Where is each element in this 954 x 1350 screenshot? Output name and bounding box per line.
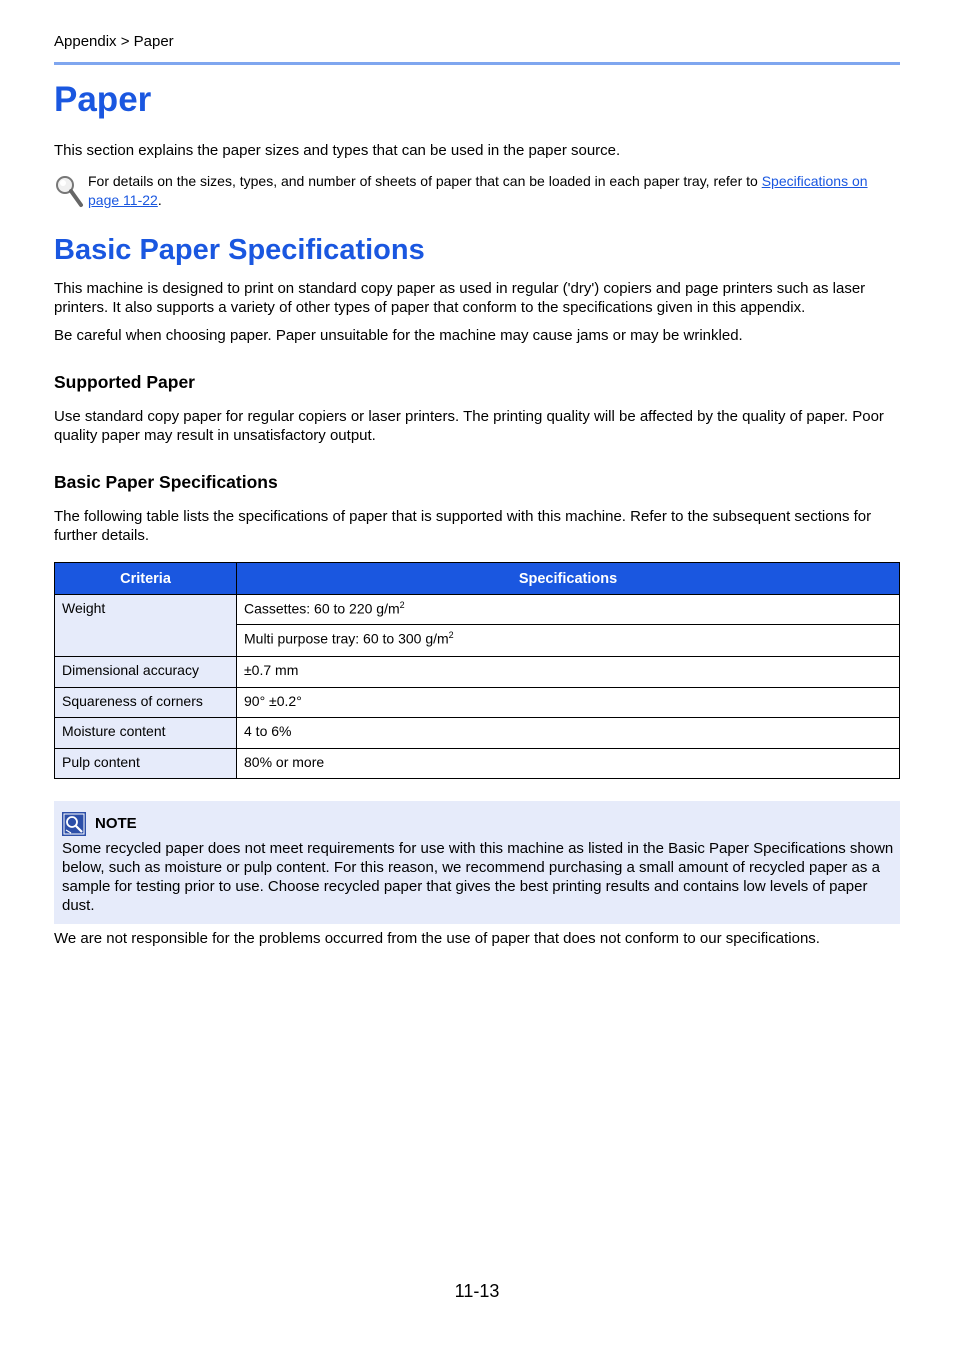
spec-cell: 80% or more: [237, 749, 900, 779]
spec-superscript: 2: [399, 600, 405, 610]
spec-cell: ±0.7 mm: [237, 657, 900, 688]
basic-spec-text: The following table lists the specifications of paper that is supported with this machine. Refer to the subsequent sections for further details.: [54, 508, 872, 544]
table-row: [55, 718, 900, 749]
header-rule: [54, 62, 900, 65]
spec-table: [54, 562, 900, 779]
table-row: [55, 595, 900, 625]
reference-text: [88, 172, 898, 210]
page-number: 11-13: [454, 1281, 500, 1301]
paragraph-1: This machine is designed to print on standard copy paper as used in regular ('dry') copiers and page printers such as laser printers. It also supports a variety of other types of paper that conform to the specifications given in this appendix.: [54, 280, 866, 316]
supported-paper-heading: Supported Paper: [54, 372, 195, 392]
spec-superscript: 2: [448, 630, 454, 640]
reference-block: [54, 172, 900, 212]
basic-spec-heading: Basic Paper Specifications: [54, 472, 278, 492]
supported-paper-text: Use standard copy paper for regular copiers or laser printers. The printing quality will be affected by the quality of paper. Poor quality paper may result in unsatisfactory output.: [54, 408, 884, 444]
closing-text: We are not responsible for the problems occurred from the use of paper that does not conform to our specifications.: [54, 930, 820, 947]
note-label: NOTE: [95, 815, 137, 832]
spec-cell: 90° ±0.2°: [237, 688, 900, 718]
criteria-cell: Pulp content: [55, 749, 237, 779]
paragraph-2: Be careful when choosing paper. Paper unsuitable for the machine may cause jams or may be wrinkled.: [54, 327, 743, 344]
intro-text: This section explains the paper sizes and types that can be used in the paper source.: [54, 142, 621, 159]
specifications-link[interactable]: Specifications on page 11-22: [88, 173, 868, 208]
table-row: [55, 749, 900, 779]
note-box: [54, 801, 900, 924]
reference-suffix: .: [157, 192, 162, 208]
criteria-cell: Moisture content: [55, 718, 237, 749]
breadcrumb: Appendix > Paper: [54, 33, 174, 50]
criteria-cell: Squareness of corners: [55, 688, 237, 718]
spec-value: Multi purpose tray: 60 to 300 g/m: [244, 630, 449, 647]
table-header-row: [55, 563, 900, 595]
magnifier-icon: [54, 174, 84, 208]
spec-cell: [237, 595, 900, 625]
note-icon: [62, 812, 86, 836]
criteria-cell: Dimensional accuracy: [55, 657, 237, 688]
header-specifications: Specifications: [237, 563, 900, 595]
section-heading: Basic Paper Specifications: [54, 234, 425, 266]
table-row: [55, 688, 900, 718]
table-row: [55, 657, 900, 688]
reference-text-body: For details on the sizes, types, and number of sheets of paper that can be loaded in each paper tray, refer to: [88, 173, 762, 189]
spec-value: Cassettes: 60 to 220 g/m: [244, 600, 400, 617]
page-title: Paper: [54, 80, 152, 119]
header-criteria: Criteria: [55, 563, 237, 595]
spec-cell: 4 to 6%: [237, 718, 900, 749]
spec-cell: [237, 625, 900, 657]
note-text: Some recycled paper does not meet requirements for use with this machine as listed in the Basic Paper Specifications shown below, such as moisture or pulp content. For this reason, we recommend purchasing a small amount of recycled paper as a sample for testing prior to use. Choose recycled paper that gives the best printing results and contains low levels of paper dust.: [62, 840, 894, 914]
criteria-cell: Weight: [55, 595, 237, 657]
document-page: [54, 0, 900, 1350]
